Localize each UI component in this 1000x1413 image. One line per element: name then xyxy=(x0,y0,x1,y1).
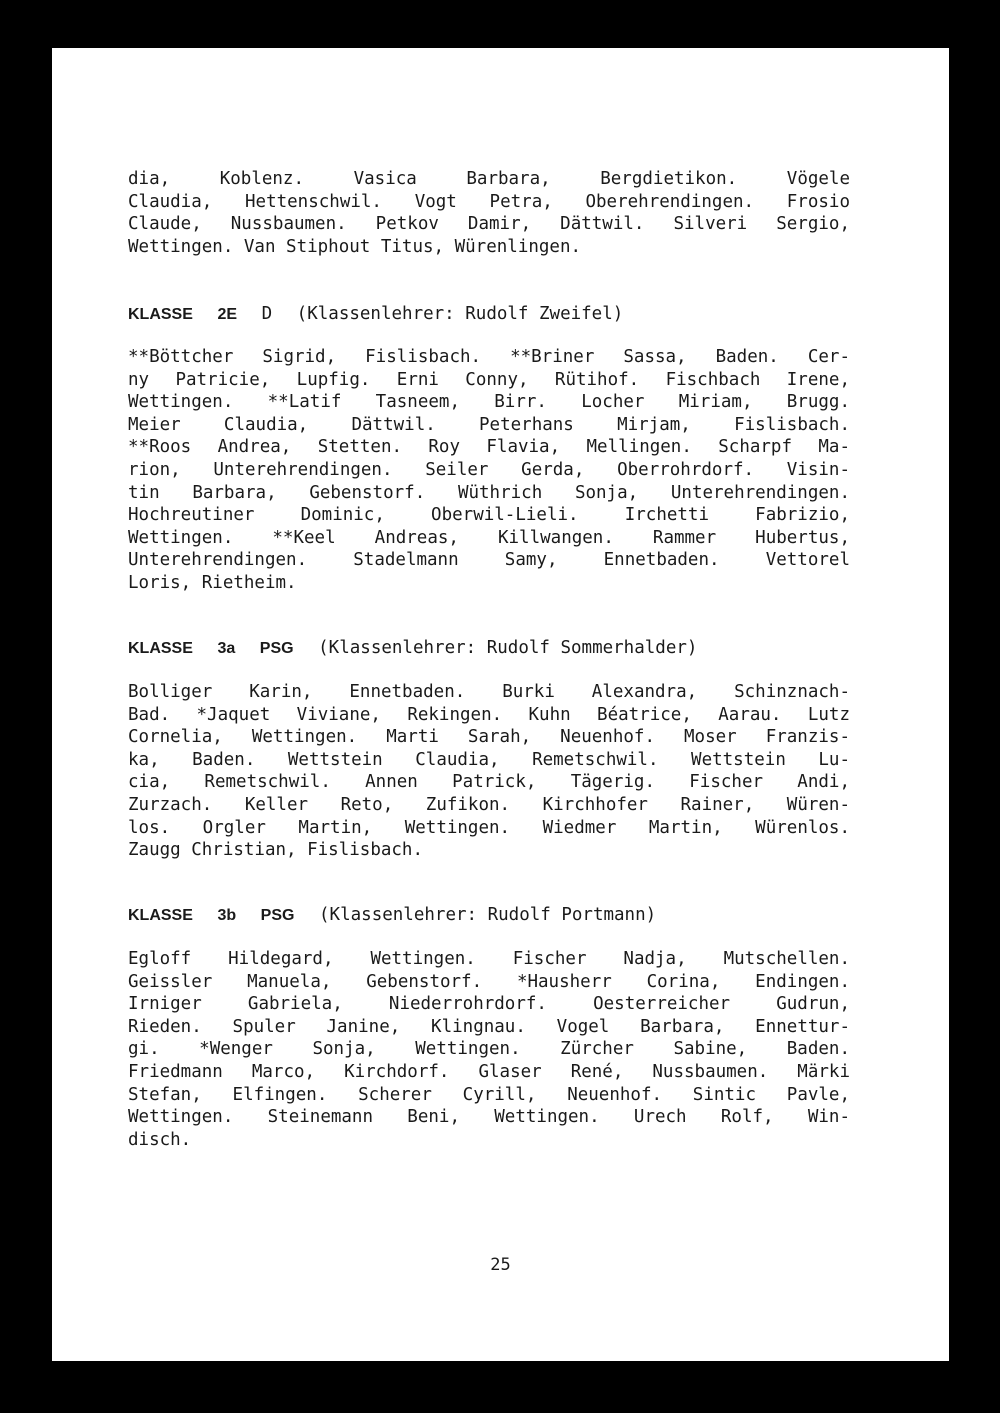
page-number: 25 xyxy=(490,1255,511,1275)
section-heading-2e xyxy=(128,304,623,324)
class-list-3b xyxy=(128,948,850,1151)
heading-teacher: (Klassenlehrer: Rudolf Sommerhalder) xyxy=(318,638,698,658)
text-line: Egloff Hildegard, Wettingen. Fischer Nadja, Mutschellen. xyxy=(128,949,850,969)
class-list-3a xyxy=(128,681,850,862)
text-line: Wettingen. Van Stiphout Titus, Würenlingen. xyxy=(128,236,582,257)
text-line: Zurzach. Keller Reto, Zufikon. Kirchhofer Rainer, Würen- xyxy=(128,794,850,815)
class-list-2e xyxy=(128,346,850,595)
heading-type: D xyxy=(261,304,273,324)
text-line: Friedmann Marco, Kirchdorf. Glaser René, Nussbaumen. Märki xyxy=(128,1061,850,1082)
text-line: Claude, Nussbaumen. Petkov Damir, Dättwil. Silveri Sergio, xyxy=(128,214,850,235)
heading-type: PSG xyxy=(259,640,294,657)
text-line: Wettingen. **Keel Andreas, Killwangen. Rammer Hubertus, xyxy=(128,527,850,548)
text-line: los. Orgler Martin, Wettingen. Wiedmer Martin, Würenlos. xyxy=(128,817,850,838)
text-line: Geissler Manuela, Gebenstorf. *Hausherr Corina, Endingen. xyxy=(128,971,850,992)
text-line: Wettingen. **Latif Tasneem, Birr. Locher Miriam, Brugg. xyxy=(128,392,850,413)
heading-class: 3b xyxy=(217,907,237,924)
text-line: Bad. *Jaquet Viviane, Rekingen. Kuhn Béatrice, Aarau. Lutz xyxy=(128,704,850,725)
intro-paragraph xyxy=(128,168,850,258)
heading-class: 3a xyxy=(217,640,236,657)
text-line: Claudia, Hettenschwil. Vogt Petra, Oberehrendingen. Frosio xyxy=(128,191,850,212)
text-line: ka, Baden. Wettstein Claudia, Remetschwil. Wettstein Lu- xyxy=(128,749,850,770)
text-line: dia, Koblenz. Vasica Barbara, Bergdietikon. Vögele xyxy=(128,169,850,189)
heading-class: 2E xyxy=(217,306,238,323)
text-line: **Roos Andrea, Stetten. Roy Flavia, Mellingen. Scharpf Ma- xyxy=(128,437,850,458)
text-line: Irniger Gabriela, Niederrohrdorf. Oesterreicher Gudrun, xyxy=(128,994,850,1015)
text-line: **Böttcher Sigrid, Fislisbach. **Briner Sassa, Baden. Cer- xyxy=(128,347,850,367)
heading-teacher: (Klassenlehrer: Rudolf Zweifel) xyxy=(296,304,624,324)
text-line: Hochreutiner Dominic, Oberwil-Lieli. Irchetti Fabrizio, xyxy=(128,505,850,526)
text-line: Stefan, Elfingen. Scherer Cyrill, Neuenhof. Sintic Pavle, xyxy=(128,1084,850,1105)
text-line: Loris, Rietheim. xyxy=(128,572,297,593)
text-line: Cornelia, Wettingen. Marti Sarah, Neuenhof. Moser Franzis- xyxy=(128,727,850,748)
text-line: Bolliger Karin, Ennetbaden. Burki Alexandra, Schinznach- xyxy=(128,682,850,702)
section-heading-3b xyxy=(128,905,656,925)
text-line: Rieden. Spuler Janine, Klingnau. Vogel Barbara, Ennettur- xyxy=(128,1016,850,1037)
text-line: disch. xyxy=(128,1129,192,1150)
text-line: gi. *Wenger Sonja, Wettingen. Zürcher Sabine, Baden. xyxy=(128,1039,850,1060)
heading-type: PSG xyxy=(260,907,295,924)
section-heading-3a xyxy=(128,638,697,658)
text-line: Zaugg Christian, Fislisbach. xyxy=(128,840,424,861)
text-line: rion, Unterehrendingen. Seiler Gerda, Oberrohrdorf. Visin- xyxy=(128,459,850,480)
heading-klasse: KLASSE xyxy=(128,907,193,924)
text-line: Wettingen. Steinemann Beni, Wettingen. Urech Rolf, Win- xyxy=(128,1107,850,1128)
text-line: Meier Claudia, Dättwil. Peterhans Mirjam, Fislisbach. xyxy=(128,414,850,435)
heading-klasse: KLASSE xyxy=(128,306,193,323)
heading-teacher: (Klassenlehrer: Rudolf Portmann) xyxy=(319,905,657,925)
document-page xyxy=(52,48,949,1361)
text-line: Unterehrendingen. Stadelmann Samy, Ennetbaden. Vettorel xyxy=(128,550,850,571)
text-line: ny Patricie, Lupfig. Erni Conny, Rütihof. Fischbach Irene, xyxy=(128,369,850,390)
heading-klasse: KLASSE xyxy=(128,640,193,657)
text-line: cia, Remetschwil. Annen Patrick, Tägerig. Fischer Andi, xyxy=(128,772,850,793)
text-line: tin Barbara, Gebenstorf. Wüthrich Sonja, Unterehrendingen. xyxy=(128,482,850,503)
